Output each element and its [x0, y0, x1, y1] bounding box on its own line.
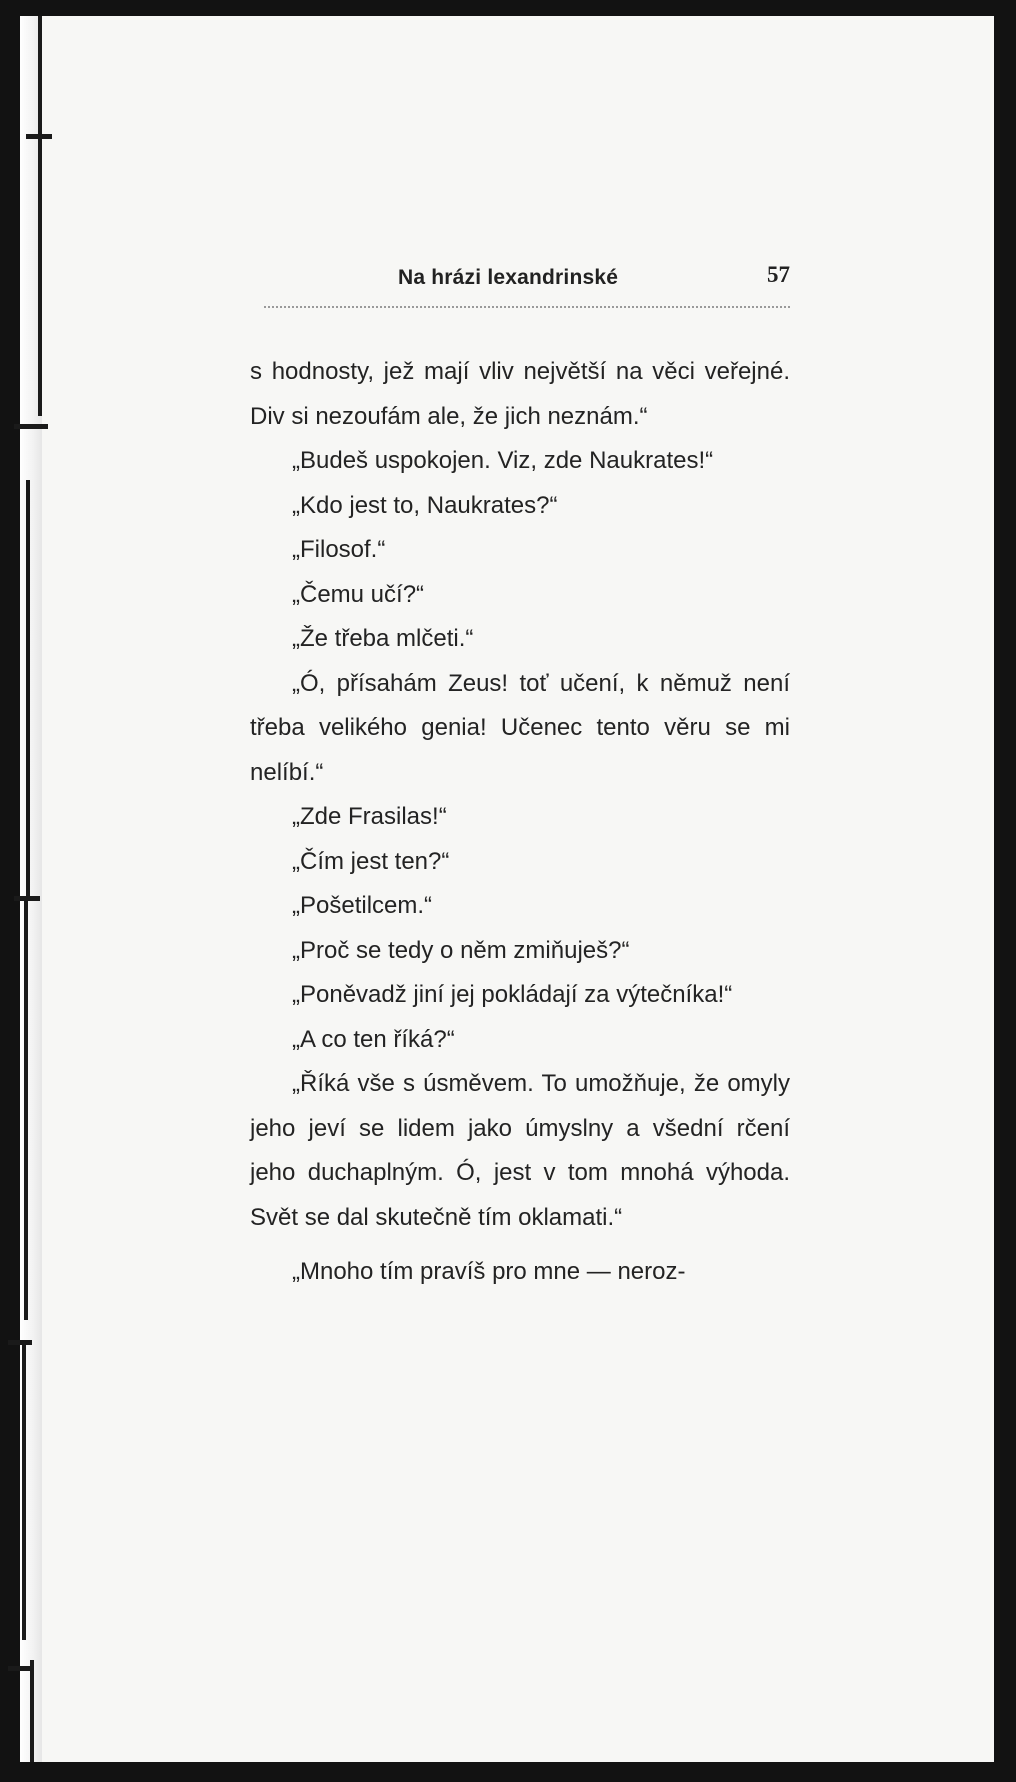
binding-tick	[8, 1340, 32, 1345]
binding-tick	[26, 134, 52, 139]
binding-tick	[14, 424, 48, 429]
paragraph: „Pošetilcem.“	[292, 892, 433, 919]
binding-line	[22, 1340, 26, 1640]
paragraph: „Budeš uspokojen. Viz, zde Naukrates!“	[292, 447, 714, 474]
paragraph: „Čím jest ten?“	[292, 847, 450, 875]
paragraph: „Mnoho tím pravíš pro mne — neroz-	[292, 1258, 686, 1285]
binding-tick	[14, 896, 40, 901]
binding-line	[24, 900, 28, 1320]
binding-line	[26, 480, 30, 900]
paragraph: „Filosof.“	[292, 536, 386, 563]
paragraph: „Poněvadž jiní jej pokládají za výtečníka!“	[292, 981, 733, 1008]
paragraph: „Ó, přísahám Zeus! toť učení, k němuž není třeba velikého genia! Učenec tento věru se mi nelíbí.“	[250, 669, 790, 786]
binding-tick	[8, 1666, 32, 1671]
body-text	[250, 350, 790, 1295]
scan-right-edge	[994, 16, 1008, 1764]
paragraph: „A co ten říká?“	[292, 1025, 455, 1053]
scan-bottom-edge	[0, 1762, 1016, 1782]
binding-line	[38, 16, 42, 416]
page-header	[250, 262, 790, 294]
header-rule	[264, 306, 790, 308]
paragraph: „Zde Frasilas!“	[292, 803, 447, 830]
paragraph: „Že třeba mlčeti.“	[292, 625, 474, 652]
paragraph: s hodnosty, jež mají vliv největší na věci veřejné. Div si nezoufám ale, že jich neznám.“	[250, 358, 790, 430]
paragraph: „Kdo jest to, Naukrates?“	[292, 491, 558, 519]
paragraph: „Čemu učí?“	[292, 580, 425, 608]
page-number: 57	[767, 262, 790, 287]
paragraph: „Proč se tedy o něm zmiňuješ?“	[292, 936, 630, 964]
running-title: Na hrázi lexandrinské	[398, 266, 619, 289]
paragraph: „Říká vše s úsměvem. To umožňuje, že omyly jeho jeví se lidem jako úmyslny a všední rčení jeho duchaplným. Ó, jest v tom mnohá výhoda. Svět se dal skutečně tím oklamati.“	[250, 1070, 790, 1231]
binding-line	[30, 1660, 34, 1764]
